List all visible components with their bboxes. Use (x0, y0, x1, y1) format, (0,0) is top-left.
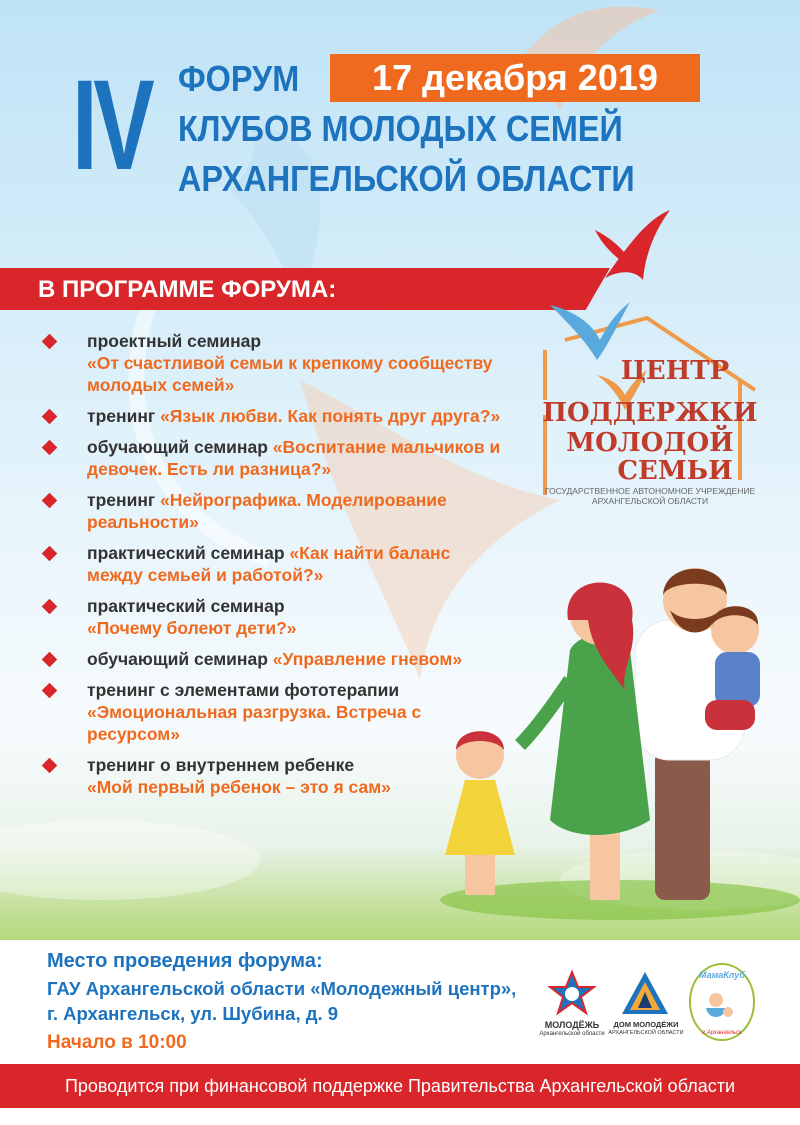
program-heading: В ПРОГРАММЕ ФОРУМА: (38, 276, 337, 303)
start-time: Начало в 10:00 (47, 1032, 187, 1053)
diamond-bullet-icon (42, 409, 58, 425)
girl-legs (465, 855, 495, 895)
molodezh-logo-icon (548, 970, 596, 1016)
diamond-bullet-icon (42, 758, 58, 774)
date-badge: 17 декабря 2019 (330, 54, 700, 102)
diamond-bullet-icon (42, 334, 58, 350)
forum-number-roman: IV (72, 54, 151, 197)
footer-funding-note: Проводится при финансовой поддержке Правительства Архангельской области (0, 1064, 800, 1108)
item-title: «Воспитание мальчиков и девочек. Есть ли разница?» (87, 437, 501, 479)
diamond-bullet-icon (42, 440, 58, 456)
item-title: «Нейрографика. Моделирование реальности» (87, 490, 447, 532)
boy-legs (705, 700, 755, 730)
dom-molodezhi-logo-label: ДОМ МОЛОДЁЖИ (613, 1020, 679, 1029)
item-type: обучающий семинар (87, 437, 268, 457)
item-type: практический семинар (87, 543, 285, 563)
girl-dress (445, 780, 515, 855)
footer-bottom-margin (0, 1108, 800, 1125)
bird-blue-icon (550, 302, 630, 360)
diamond-bullet-icon (42, 599, 58, 615)
item-type: тренинг с элементами фототерапии (87, 680, 400, 700)
diamond-bullet-icon (42, 493, 58, 509)
item-title: «Мой первый ребенок – это я сам» (87, 777, 391, 797)
molodezh-logo-sublabel: Архангельской области (539, 1031, 605, 1037)
dom-molodezhi-logo-icon (620, 970, 670, 1016)
item-title: «Язык любви. Как понять друг друга?» (160, 406, 501, 426)
center-logo-line-1: ЦЕНТР (620, 356, 730, 386)
mamaclub-logo-label: МамаКлуб (699, 970, 745, 980)
diamond-bullet-icon (42, 652, 58, 668)
venue-heading: Место проведения форума: (47, 950, 323, 972)
boy-body (715, 652, 760, 707)
title-line-2: КЛУБОВ МОЛОДЫХ СЕМЕЙ (178, 108, 623, 149)
item-type: тренинг о внутреннем ребенке (87, 755, 355, 775)
center-logo-line-4: СЕМЬИ (617, 456, 733, 486)
item-type: обучающий семинар (87, 649, 268, 669)
item-title: «Почему болеют дети?» (87, 618, 297, 638)
center-logo-line-3: МОЛОДОЙ (566, 428, 734, 458)
item-title: «Эмоциональная разгрузка. Встреча с ресурсом» (87, 702, 422, 744)
venue-line-1: ГАУ Архангельской области «Молодежный центр», (47, 978, 517, 999)
dom-molodezhi-logo-sublabel: АРХАНГЕЛЬСКОЙ ОБЛАСТИ (608, 1030, 684, 1036)
mamaclub-logo-sublabel: г.Архангельск (702, 1030, 742, 1036)
item-type: проектный семинар (87, 331, 262, 351)
family-illustration (420, 560, 800, 930)
program-item (40, 489, 510, 533)
item-title: «Управление гневом» (272, 649, 463, 669)
center-logo-subtitle: ГОСУДАРСТВЕННОЕ АВТОНОМНОЕ УЧРЕЖДЕНИЕ АРХАНГЕЛЬСКОЙ ОБЛАСТИ (544, 486, 756, 506)
program-item (40, 330, 510, 396)
program-item (40, 405, 510, 427)
item-type: тренинг (87, 490, 156, 510)
venue-line-2: г. Архангельск, ул. Шубина, д. 9 (47, 1003, 339, 1024)
bird-red-icon (595, 210, 670, 280)
molodezh-logo-label: МОЛОДЁЖЬ (544, 1020, 600, 1030)
father-legs (655, 750, 710, 900)
title-line-3: АРХАНГЕЛЬСКОЙ ОБЛАСТИ (178, 158, 635, 199)
program-item (40, 436, 510, 480)
item-type: тренинг (87, 406, 156, 426)
center-logo-line-2: ПОДДЕРЖКИ (542, 398, 758, 428)
item-title: «От счастливой семьи к крепкому сообществу молодых семей» (87, 353, 493, 395)
diamond-bullet-icon (42, 546, 58, 562)
forum-word: ФОРУМ (178, 58, 300, 99)
bg-cloud-1 (0, 820, 260, 900)
item-type: практический семинар (87, 596, 285, 616)
item-title: «Как найти баланс между семьей и работой?» (87, 543, 451, 585)
diamond-bullet-icon (42, 683, 58, 699)
